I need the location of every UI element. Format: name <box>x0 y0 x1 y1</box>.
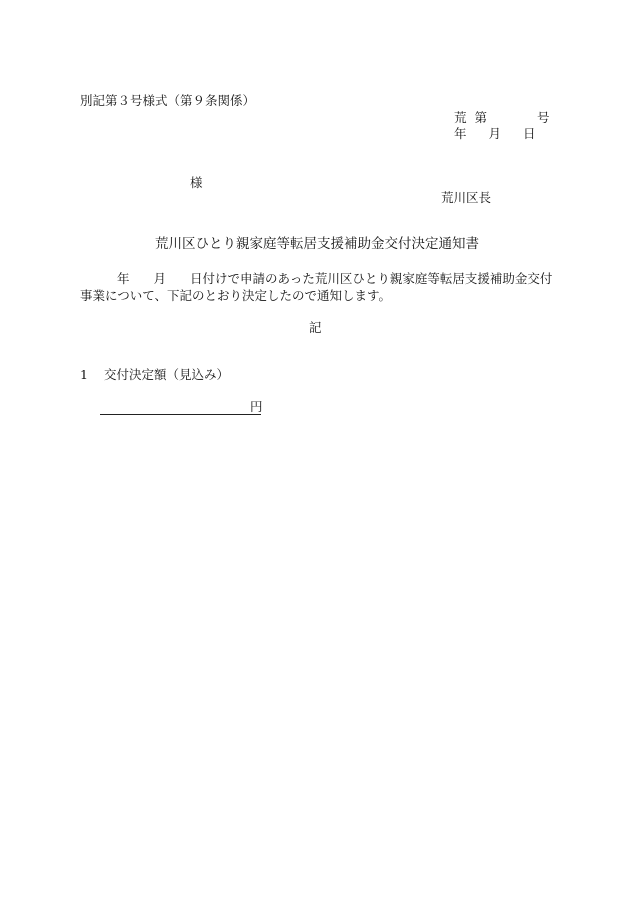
body-line-1-text: 日付けで申請のあった荒川区ひとり親家庭等転居支援補助金交付 <box>190 271 553 286</box>
body-year: 年 <box>117 271 130 286</box>
reference-dai: 第 <box>474 110 488 125</box>
item-1-number: 1 <box>80 367 88 382</box>
issue-date <box>454 128 536 141</box>
date-day: 日 <box>523 126 536 141</box>
body-line-1 <box>80 273 552 286</box>
form-label: 別記第３号様式（第９条関係） <box>80 93 256 108</box>
ki-heading: 記 <box>309 320 322 335</box>
date-month: 月 <box>488 126 502 141</box>
amount-underline <box>100 414 261 415</box>
reference-go: 号 <box>537 110 550 125</box>
addressee-suffix: 様 <box>190 175 203 190</box>
amount-unit: 円 <box>250 399 263 414</box>
reference-prefix: 荒 <box>454 110 467 125</box>
item-1 <box>80 369 229 382</box>
item-1-label: 交付決定額（見込み） <box>103 367 229 382</box>
body-line-2: 事業について、下記のとおり決定したので通知します。 <box>80 288 392 303</box>
sender-name: 荒川区長 <box>441 190 492 205</box>
document-title: 荒川区ひとり親家庭等転居支援補助金交付決定通知書 <box>155 236 479 252</box>
date-year: 年 <box>454 126 467 141</box>
body-month: 月 <box>153 271 167 286</box>
reference-number <box>454 112 550 125</box>
